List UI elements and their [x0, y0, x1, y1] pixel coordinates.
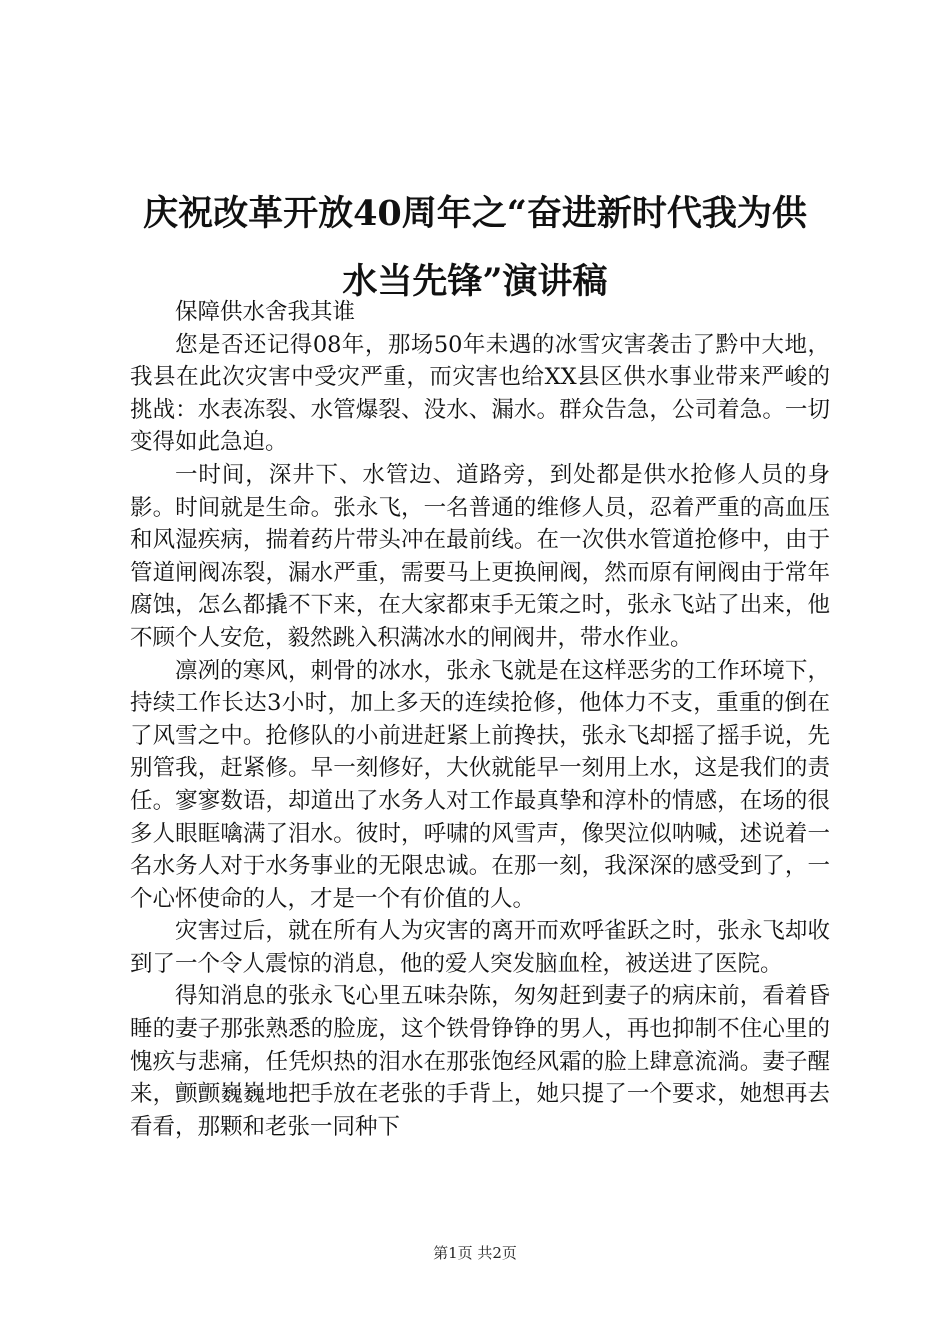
section-heading: 保障供水舍我其谁 — [175, 299, 356, 325]
paragraph: 灾害过后，就在所有人为灾害的离开而欢呼雀跃之时，张永飞却收到了一个令人震惊的消息，他的爱人突发脑血栓，被送进了医院。 — [130, 918, 830, 977]
document-body — [130, 296, 830, 1143]
page-number-footer: 第1页 共2页 — [433, 1244, 517, 1262]
paragraph: 您是否还记得08年，那场50年未遇的冰雪灾害袭击了黔中大地，我县在此次灾害中受灾严重，而灾害也给XX县区供水事业带来严峻的挑战：水表冻裂、水管爆裂、没水、漏水。群众告急，公司着急。一切变得如此急迫。 — [130, 331, 830, 456]
paragraph: 得知消息的张永飞心里五味杂陈，匆匆赶到妻子的病床前，看着昏睡的妻子那张熟悉的脸庞，这个铁骨铮铮的男人，再也抑制不住心里的愧疚与悲痛，任凭炽热的泪水在那张饱经风霜的脸上肆意流淌。妻子醒来，颤颤巍巍地把手放在老张的手背上，她只提了一个要求，她想再去看看，那颗和老张一同种下 — [130, 983, 830, 1140]
title-line-1: 庆祝改革开放40周年之“奋进新时代我为供 — [143, 193, 807, 234]
title-line-2: 水当先锋”演讲稿 — [342, 261, 608, 302]
paragraph: 一时间，深井下、水管边、道路旁，到处都是供水抢修人员的身影。时间就是生命。张永飞，一名普通的维修人员，忍着严重的高血压和风湿疾病，揣着药片带头冲在最前线。在一次供水管道抢修中，由于管道闸阀冻裂，漏水严重，需要马上更换闸阀，然而原有闸阀由于常年腐蚀，怎么都撬不下来，在大家都束手无策之时，张永飞站了出来，他不顾个人安危，毅然跳入积满冰水的闸阀井，带水作业。 — [130, 461, 830, 651]
paragraph: 凛冽的寒风，刺骨的冰水，张永飞就是在这样恶劣的工作环境下，持续工作长达3小时，加上多天的连续抢修，他体力不支，重重的倒在了风雪之中。抢修队的小前进赶紧上前搀扶，张永飞却摇了摇手说，先别管我，赶紧修。早一刻修好，大伙就能早一刻用上水，这是我们的责任。寥寥数语，却道出了水务人对工作最真挚和淳朴的情感，在场的很多人眼眶噙满了泪水。彼时，呼啸的风雪声，像哭泣似呐喊，述说着一名水务人对于水务事业的无限忠诚。在那一刻，我深深的感受到了，一个心怀使命的人，才是一个有价值的人。 — [130, 657, 830, 912]
